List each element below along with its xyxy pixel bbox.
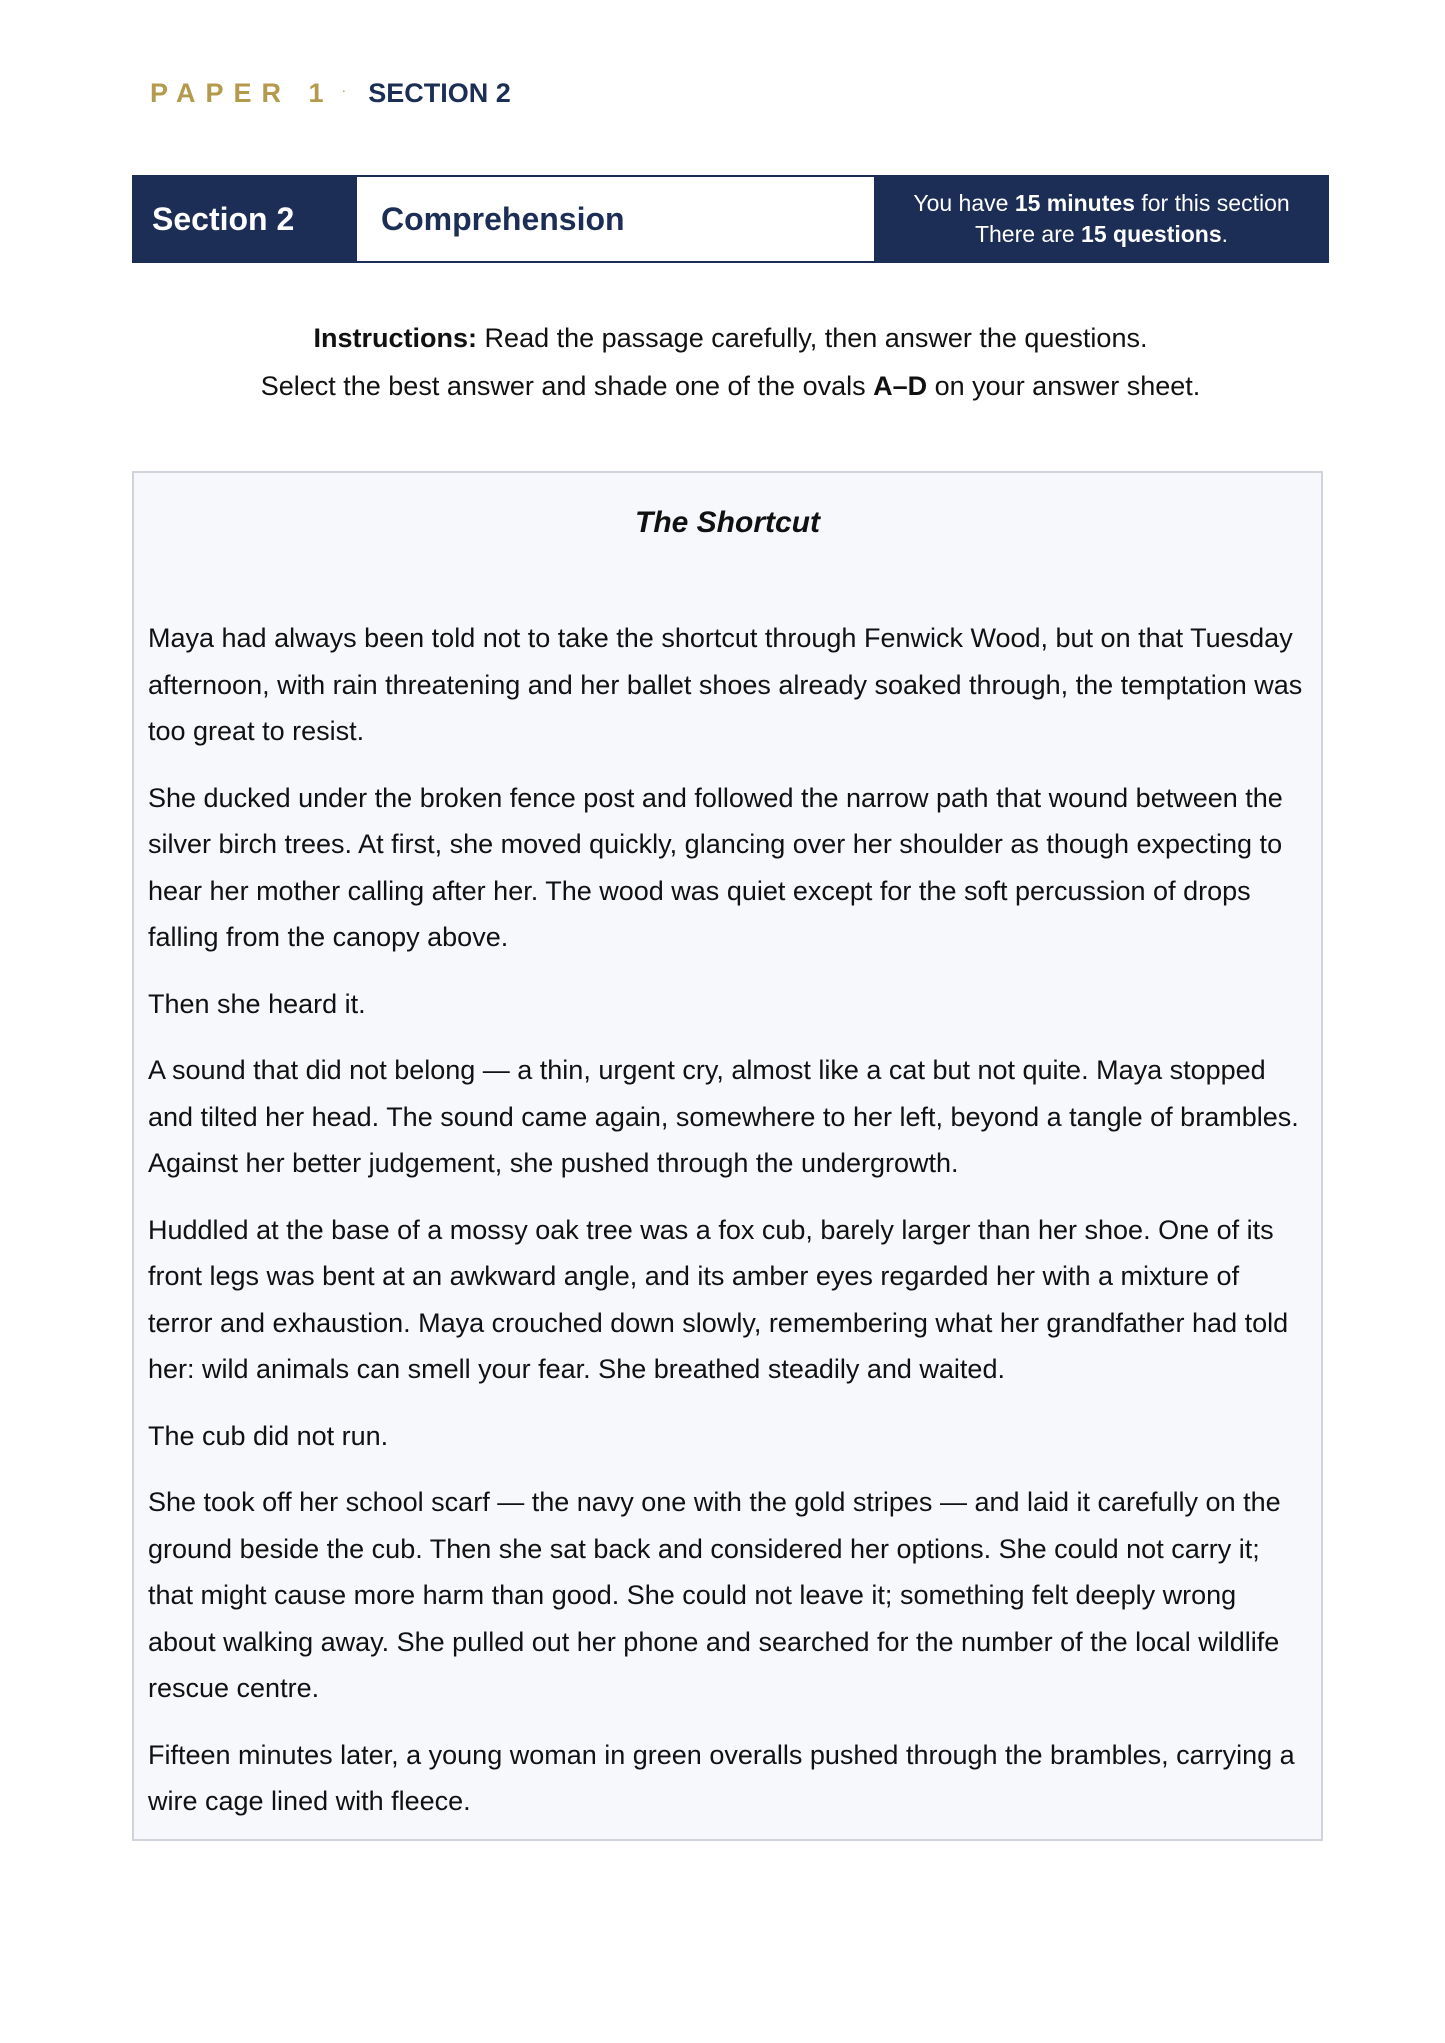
time-prefix: You have bbox=[913, 190, 1015, 216]
banner-info bbox=[874, 175, 1329, 263]
paper-label: PAPER 1 bbox=[150, 78, 334, 108]
section-label: SECTION 2 bbox=[368, 78, 511, 108]
answer-options: A–D bbox=[873, 371, 928, 401]
instructions-text-2: Select the best answer and shade one of the ovals bbox=[260, 371, 874, 401]
question-count bbox=[975, 219, 1228, 250]
passage-paragraph: She ducked under the broken fence post and followed the narrow path that wound between the silver birch trees. At first, she moved quickly, glancing over her shoulder as though expecting to hear her mother calling after her. The wood was quiet except for the soft percussion of drops falling from the canopy above. bbox=[148, 782, 1283, 952]
passage-paragraph: A sound that did not belong — a thin, urgent cry, almost like a cat but not quite. Maya stopped and tilted her head. The sound came again, somewhere to her left, beyond a tangle of brambles. Against her better judgement, she pushed through the undergrowth. bbox=[148, 1055, 1299, 1178]
instructions-text-1: Read the passage carefully, then answer the questions. bbox=[477, 323, 1148, 353]
time-allowance bbox=[913, 188, 1289, 219]
passage-paragraph: Fifteen minutes later, a young woman in green overalls pushed through the brambles, carrying a wire cage lined with fleece. bbox=[148, 1739, 1295, 1816]
running-header bbox=[150, 78, 511, 109]
passage-title: The Shortcut bbox=[635, 506, 820, 539]
banner-title: Comprehension bbox=[357, 177, 874, 261]
questions-suffix: . bbox=[1221, 221, 1229, 247]
passage-paragraph: Then she heard it. bbox=[148, 988, 366, 1019]
instructions-text-3: on your answer sheet. bbox=[927, 371, 1201, 401]
questions-value: 15 questions bbox=[1081, 221, 1222, 247]
time-value: 15 minutes bbox=[1014, 190, 1135, 216]
passage-box bbox=[132, 471, 1323, 1841]
section-banner bbox=[132, 175, 1329, 263]
banner-section-number: Section 2 bbox=[152, 200, 295, 237]
instructions-line-2 bbox=[132, 362, 1329, 410]
instructions-label: Instructions: bbox=[313, 323, 478, 353]
instructions-line-1 bbox=[132, 314, 1329, 362]
instructions bbox=[132, 314, 1329, 410]
time-suffix: for this section bbox=[1134, 190, 1290, 216]
passage-paragraph: The cub did not run. bbox=[148, 1420, 389, 1451]
passage-paragraph: Maya had always been told not to take the shortcut through Fenwick Wood, but on that Tuesday afternoon, with rain threatening and her ballet shoes already soaked through, the temptation was too great to resist. bbox=[148, 623, 1303, 746]
passage-paragraph: Huddled at the base of a mossy oak tree was a fox cub, barely larger than her shoe. One of its front legs was bent at an awkward angle, and its amber eyes regarded her with a mixture of terror and exhaustion. Maya crouched down slowly, remembering what her grandfather had told her: wild animals can smell your fear. She breathed steadily and waited. bbox=[148, 1214, 1289, 1384]
questions-prefix: There are bbox=[974, 221, 1082, 247]
passage-paragraph: She took off her school scarf — the navy one with the gold stripes — and laid it carefully on the ground beside the cub. Then she sat back and considered her options. She could not carry it; that might cause more harm than good. She could not leave it; something felt deeply wrong about walking away. She pulled out her phone and searched for the number of the local wildlife rescue centre. bbox=[148, 1487, 1281, 1703]
header-separator: · bbox=[341, 81, 347, 98]
